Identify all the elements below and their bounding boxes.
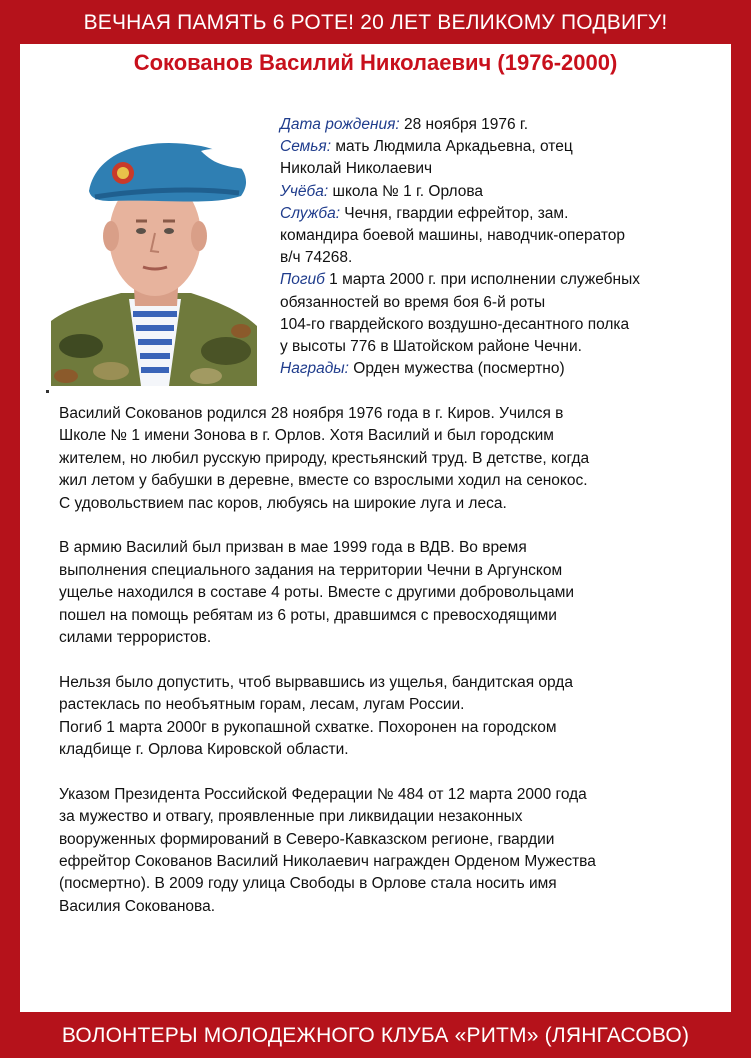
- died-line: обязанностей во время боя 6-й роты: [280, 293, 546, 311]
- family-label: Семья:: [280, 138, 332, 156]
- family-line: мать Людмила Аркадьевна, отец: [331, 138, 573, 156]
- bio-line: жил летом у бабушки в деревне, вместе со взрослыми ходил на сенокос.: [59, 472, 588, 490]
- service-label: Служба:: [280, 204, 340, 222]
- bottom-banner: ВОЛОНТЕРЫ МОЛОДЕЖНОГО КЛУБА «РИТМ» (ЛЯНГАСОВО): [61, 1024, 690, 1047]
- bio-line: жителем, но любил русскую природу, крестьянский труд. В детстве, когда: [59, 449, 590, 467]
- died-line: 1 марта 2000 г. при исполнении служебных: [324, 271, 640, 289]
- biography: [59, 403, 731, 941]
- bio-line: за мужество и отвагу, проявленные при ликвидации незаконных: [59, 808, 523, 826]
- died-line: у высоты 776 в Шатойском районе Чечни.: [280, 338, 582, 356]
- bio-line: силами террористов.: [59, 629, 212, 647]
- bio-paragraph-1: [59, 403, 731, 515]
- bio-paragraph-3: [59, 672, 731, 762]
- fact-study: [280, 181, 726, 203]
- family-line: Николай Николаевич: [280, 160, 433, 178]
- awards-value: Орден мужества (посмертно): [348, 360, 565, 378]
- fact-service: [280, 203, 726, 225]
- fact-birth: [280, 114, 726, 136]
- bio-line: кладбище г. Орлова Кировской области.: [59, 741, 349, 759]
- fact-died: [280, 269, 726, 291]
- service-line: командира боевой машины, наводчик-оператор: [280, 227, 626, 245]
- bio-line: растеклась по необъятным горам, лесам, лугам России.: [59, 696, 465, 714]
- bio-line: пошел на помощь ребятам из 6 роты, дравшимся с превосходящими: [59, 606, 557, 624]
- bio-line: Василия Сокованова.: [59, 897, 216, 915]
- bio-paragraph-2: [59, 537, 731, 649]
- portrait-photo: [51, 121, 257, 386]
- fact-awards: [280, 358, 726, 380]
- bio-line: Нельзя было допустить, чтоб вырвавшись из ущелья, бандитская орда: [59, 673, 573, 691]
- died-line: 104-го гвардейского воздушно-десантного полка: [280, 315, 630, 333]
- bio-line: Василий Сокованов родился 28 ноября 1976 года в г. Киров. Учился в: [59, 405, 564, 422]
- study-label: Учёба:: [280, 182, 329, 200]
- birth-label: Дата рождения:: [280, 116, 400, 133]
- bio-line: Погиб 1 марта 2000г в рукопашной схватке. Похоронен на городском: [59, 718, 557, 736]
- bio-line: (посмертно). В 2009 году улица Свободы в Орлове стала носить имя: [59, 875, 557, 893]
- stray-dot: [46, 390, 49, 393]
- bio-line: вооруженных формирований в Северо-Кавказском регионе, гвардии: [59, 830, 555, 848]
- bio-line: С удовольствием пас коров, любуясь на широкие луга и леса.: [59, 494, 507, 512]
- bio-line: В армию Василий был призван в мае 1999 года в ВДВ. Во время: [59, 539, 527, 557]
- bio-line: выполнения специального задания на территории Чечни в Аргунском: [59, 561, 563, 579]
- bio-paragraph-4: [59, 784, 731, 918]
- bio-line: Указом Президента Российской Федерации № 484 от 12 марта 2000 года: [59, 785, 587, 803]
- died-label: Погиб: [280, 271, 325, 289]
- fact-family: [280, 136, 726, 158]
- service-line: Чечня, гвардии ефрейтор, зам.: [340, 204, 569, 222]
- bio-line: ефрейтор Сокованов Василий Николаевич награжден Орденом Мужества: [59, 853, 596, 871]
- bio-line: ущелье находился в составе 4 роты. Вместе с другими добровольцами: [59, 584, 575, 602]
- bio-line: Школе № 1 имени Зонова в г. Орлов. Хотя Василий и был городским: [59, 427, 554, 445]
- memorial-panel: [20, 44, 731, 1012]
- page-title: Сокованов Василий Николаевич (1976-2000): [133, 50, 618, 75]
- top-banner: ВЕЧНАЯ ПАМЯТЬ 6 РОТЕ! 20 ЛЕТ ВЕЛИКОМУ ПОДВИГУ!: [83, 11, 668, 34]
- birth-value: 28 ноября 1976 г.: [399, 116, 528, 133]
- service-line: в/ч 74268.: [280, 249, 353, 267]
- study-value: школа № 1 г. Орлова: [328, 182, 484, 200]
- awards-label: Награды:: [280, 360, 349, 378]
- facts-block: [280, 114, 726, 380]
